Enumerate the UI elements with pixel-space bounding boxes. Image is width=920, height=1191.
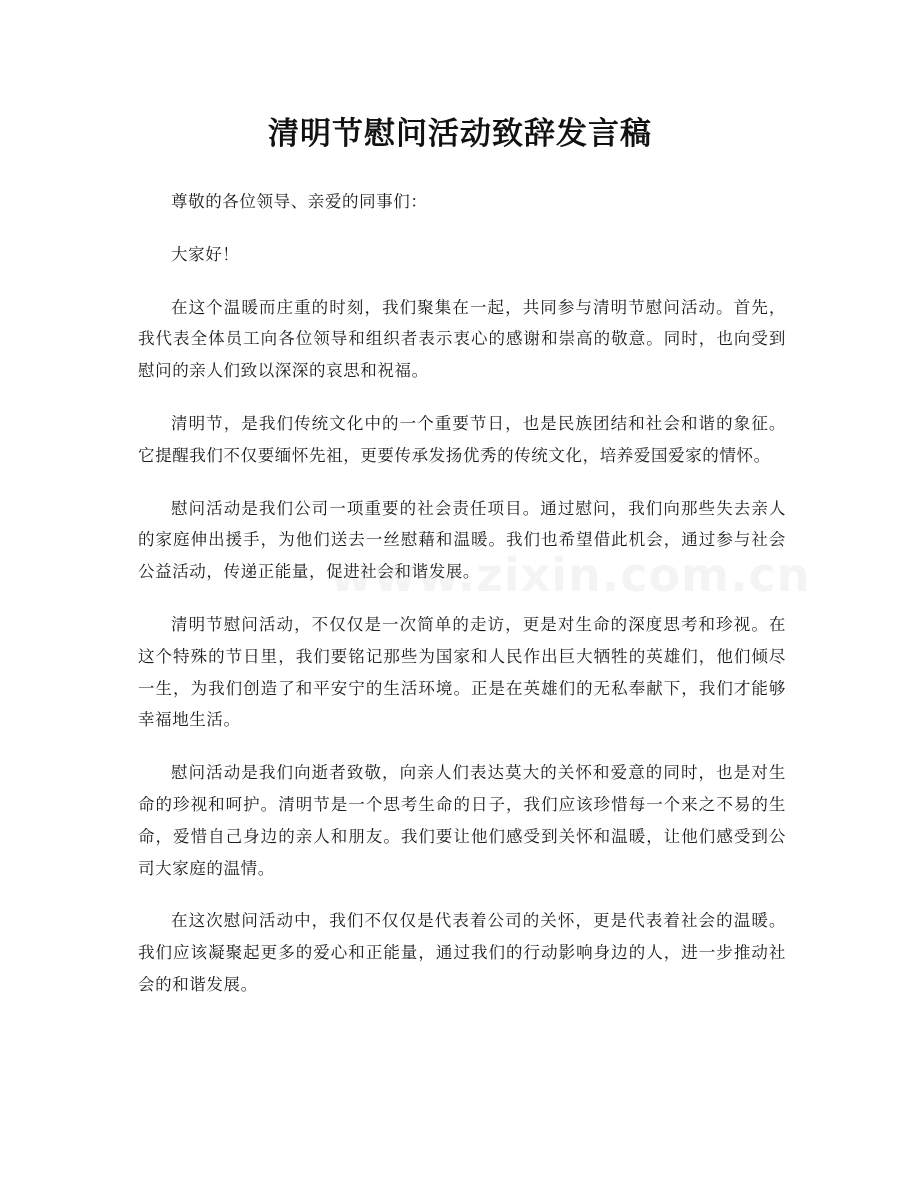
body-paragraph: 慰问活动是我们公司一项重要的社会责任项目。通过慰问，我们向那些失去亲人的家庭伸出援手，为他们送去一丝慰藉和温暖。我们也希望借此机会，通过参与社会公益活动，传递正能量，促进社会和谐发展。	[138, 498, 786, 582]
greeting-paragraph: 大家好！	[171, 244, 240, 264]
body-paragraph: 清明节慰问活动，不仅仅是一次简单的走访，更是对生命的深度思考和珍视。在这个特殊的节日里，我们要铭记那些为国家和人民作出巨大牺牲的英雄们，他们倾尽一生，为我们创造了和平安宁的生活环境。正是在英雄们的无私奉献下，我们才能够幸福地生活。	[138, 614, 786, 730]
salutation-paragraph: 尊敬的各位领导、亲爱的同事们：	[171, 192, 428, 211]
document-body	[138, 186, 786, 1022]
body-paragraph: 在这次慰问活动中，我们不仅仅是代表着公司的关怀，更是代表着社会的温暖。我们应该凝聚起更多的爱心和正能量，通过我们的行动影响身边的人，进一步推动社会的和谐发展。	[138, 911, 786, 994]
document-title: 清明节慰问活动致辞发言稿	[268, 116, 652, 152]
body-paragraph: 清明节，是我们传统文化中的一个重要节日，也是民族团结和社会和谐的象征。它提醒我们不仅要缅怀先祖，更要传承发扬优秀的传统文化，培养爱国爱家的情怀。	[138, 413, 786, 465]
body-paragraph: 慰问活动是我们向逝者致敬，向亲人们表达莫大的关怀和爱意的同时，也是对生命的珍视和呵护。清明节是一个思考生命的日子，我们应该珍惜每一个来之不易的生命，爱惜自己身边的亲人和朋友。我们要让他们感受到关怀和温暖，让他们感受到公司大家庭的温情。	[138, 763, 786, 878]
body-paragraph: 在这个温暖而庄重的时刻，我们聚集在一起，共同参与清明节慰问活动。首先，我代表全体员工向各位领导和组织者表示衷心的感谢和崇高的敬意。同时，也向受到慰问的亲人们致以深深的哀思和祝福。	[138, 297, 786, 381]
